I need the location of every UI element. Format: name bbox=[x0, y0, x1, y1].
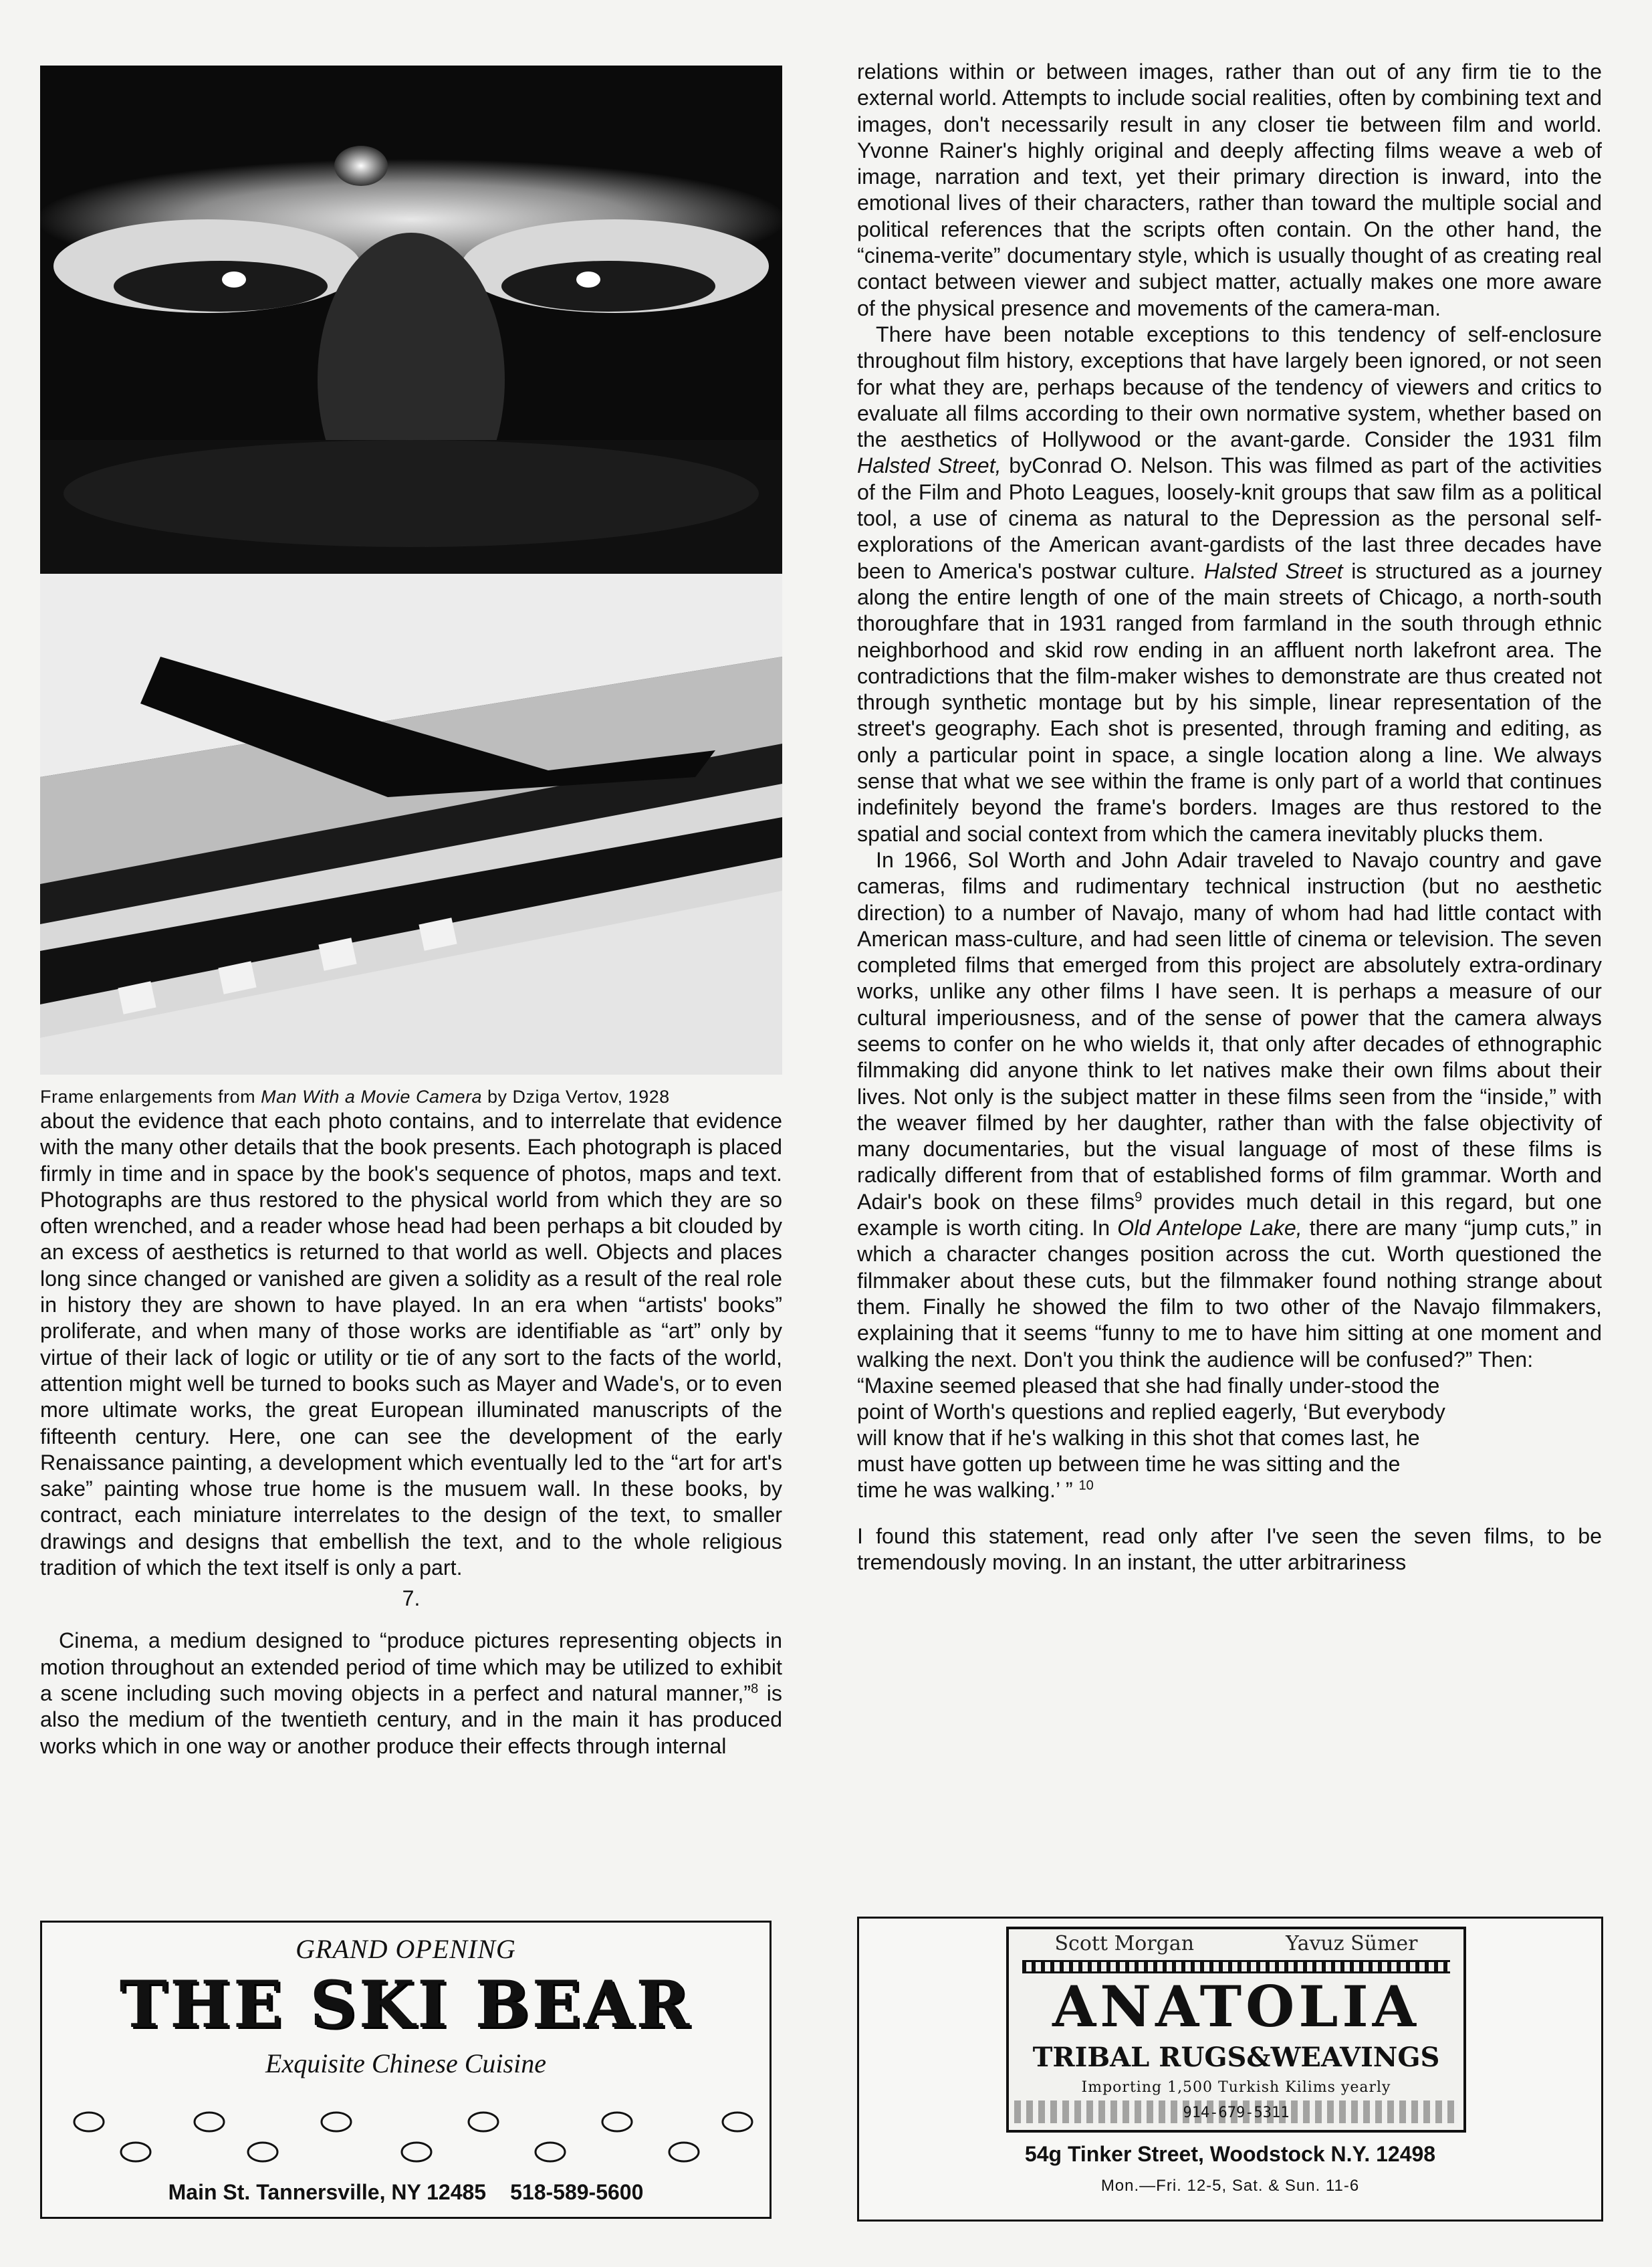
camera-frame-graphic bbox=[40, 576, 782, 1075]
left-column bbox=[40, 66, 782, 1759]
right-body-text bbox=[857, 59, 1602, 1576]
ski-bear-advertisement bbox=[40, 1921, 772, 2219]
paw-print-icon bbox=[42, 2102, 770, 2169]
shop-subtitle: TRIBAL RUGS&WEAVINGS bbox=[1032, 2042, 1440, 2073]
owner-name: Yavuz Sümer bbox=[1286, 1932, 1418, 1955]
paragraph: In 1966, Sol Worth and John Adair traveled to Navajo country and gave cameras, films and rudimentary technical instruction (but no aesthetic direction) to a number of Navajo, many of whom had had little contact with American mass-culture, and had seen little of cinema or television. The seven completed films that emerged from this project are absolutely extra-ordinary works, unlike any other films I have seen. It is perhaps a measure of our cultural imperiousness, and of the sense of power that the camera always seems to confer on he who wields it, that only after decades of ethnographic filmmaking did anyone think to let natives make their own films about their lives. Not only is the subject matter in these films seen from the “inside,” with the weaver filmed by her daughter, rather than with the false objectivity of many documentaries, but the visual language of most of these films is radically different from that of established forms of film grammar. Worth and Adair's book on these films$^9$ provides much detail in this regard, but one example is worth citing. In Old Antelope Lake, there are many “jump cuts,” in which a character changes position across the cut. Worth questioned the filmmaker about these cuts, but the filmmaker found nothing strange about them. Finally he showed the film to two other of the Navajo filmmakers, explaining that it seems “funny to me to have him sitting at one moment and walking the next. Don't you think the audience will be confused?” Then: bbox=[857, 847, 1602, 1372]
anatolia-logo-box bbox=[1006, 1927, 1466, 2133]
footnote-ref: 10 bbox=[1078, 1478, 1094, 1493]
ad-phone: 914-679-5311 bbox=[1183, 2104, 1290, 2121]
restaurant-name: THE SKI BEAR bbox=[119, 1967, 693, 2042]
film-title: Halsted Street bbox=[1203, 558, 1343, 583]
ad-contact bbox=[42, 2180, 770, 2205]
footnote-ref: 8 bbox=[751, 1681, 759, 1697]
block-quote: “Maxine seemed pleased that she had finally under-stood the point of Worth's questions and replied eagerly, ‘But everybody will know that if he's walking in this shot that comes last, he must have gotten up between time he was sitting and the time he was walking.’ ” $^{10}$ bbox=[857, 1373, 1445, 1502]
shop-import-note: Importing 1,500 Turkish Kilims yearly bbox=[1081, 2079, 1391, 2096]
ad-headline: GRAND OPENING bbox=[296, 1934, 516, 1964]
paragraph: I found this statement, read only after I've seen the seven films, to be tremendously moving. In an instant, the utter arbitrariness bbox=[857, 1523, 1602, 1575]
section-number: 7. bbox=[402, 1586, 421, 1611]
restaurant-tagline: Exquisite Chinese Cuisine bbox=[265, 2048, 546, 2078]
ad-phone: 518-589-5600 bbox=[510, 2180, 644, 2204]
caption-film-title: Man With a Movie Camera bbox=[261, 1087, 482, 1107]
right-column bbox=[857, 59, 1602, 1576]
ad-hours: Mon.—Fri. 12-5, Sat. & Sun. 11-6 bbox=[1100, 2177, 1360, 2195]
paragraph: Cinema, a medium designed to “produce pictures representing objects in motion throughout an extended period of time which may be utilized to exhibit a scene including such moving objects in a perfect and natural manner,”$^8$ is also the medium of the twentieth century, and in the main it has produced works which in one way or another produce their effects through internal bbox=[40, 1628, 782, 1758]
decorative-border bbox=[1022, 1960, 1450, 1973]
paragraph: There have been notable exceptions to this tendency of self-enclosure throughout film history, exceptions that have largely been ignored, or not seen for what they are, perhaps because of the tendency of viewers and critics to evaluate all films according to their own normative system, whether based on the aesthetics of Hollywood or the avant-garde. Consider the 1931 film Halsted Street, byConrad O. Nelson. This was filmed as part of the activities of the Film and Photo Leagues, loosely-knit groups that saw film as a political tool, a use of cinema as natural to the Depression as the personal self-explorations of the American avant-gardists of the last three decades have been to America's postwar culture. Halsted Street is structured as a journey along the entire length of one of the main streets of Chicago, a north-south thoroughfare that in 1931 ranged from farmland in the south through ethnic neighborhood and skid row ending in an affluent north lakefront area. The contradictions that the film-maker wishes to demonstrate are thus created not through synthetic montage but by his simple, linear representation of the street's geography. Each shot is presented, through framing and editing, as only a particular point in space, a single location along a line. We always sense that what we see within the frame is only part of a world that continues indefinitely beyond the frame's borders. Images are thus restored to the spatial and social context from which the camera inevitably plucks them. bbox=[857, 322, 1602, 846]
film-frame-eye-image bbox=[40, 66, 782, 574]
ad-address: 54g Tinker Street, Woodstock N.Y. 12498 bbox=[1024, 2142, 1436, 2166]
eye-frame-graphic bbox=[40, 66, 782, 574]
owner-names bbox=[1009, 1932, 1463, 1955]
film-title: Old Antelope Lake, bbox=[1117, 1216, 1302, 1240]
figure-caption: Frame enlargements from Man With a Movie Camera by Dziga Vertov, 1928 bbox=[40, 1087, 670, 1107]
footnote-ref: 9 bbox=[1135, 1190, 1143, 1205]
paragraph: relations within or between images, rather than out of any firm tie to the external world. Attempts to include social realities, often by combining text and images, don't necessarily result in any closer tie between film and world. Yvonne Rainer's highly original and deeply affecting films weave a web of image, narration and text, yet their primary direction is inward, into the emotional lives of their characters, rather than toward the multiple social and political references that the scripts often contain. On the other hand, the “cinema-verite” documentary style, which is usually thought of as creating real contact between viewer and subject matter, actually makes one more aware of the physical presence and movements of the camera-man. bbox=[857, 60, 1602, 320]
left-body-text bbox=[40, 1108, 782, 1759]
film-title: Halsted Street, bbox=[857, 453, 1001, 478]
paragraph: about the evidence that each photo contains, and to interrelate that evidence with the many other details that the book presents. Each photograph is placed firmly in time and in space by the book's sequence of photos, maps and text. Photographs are thus restored to the physical world from which they are so often wrenched, and a reader whose head had been perhaps a bit clouded by an excess of aesthetics is returned to that world as well. Objects and places long since changed or vanished are given a solidity as a result of the real role in history they are shown to have played. In an era when “artists' books” proliferate, and when many of those works are identifiable as “art” only by virtue of their lack of logic or utility or tie of any sort to the facts of the world, attention might well be turned to books such as Mayer and Wade's, or to even more ultimate works, the great European illuminated manuscripts of the fifteenth century. Here, one can see the development of the early Renaissance painting, a development which eventually led to the “art for art's sake” painting whose true home is the musuem wall. In these books, by contract, each miniature interrelates to the design of the text, to smaller drawings and designs that embellish the text, and to the whole religious tradition of which the text itself is only a part. bbox=[40, 1109, 782, 1580]
ad-address: Main St. Tannersville, NY 12485 bbox=[168, 2180, 487, 2204]
film-frame-camera-image bbox=[40, 574, 782, 1075]
owner-name: Scott Morgan bbox=[1054, 1932, 1195, 1955]
anatolia-advertisement bbox=[857, 1917, 1603, 2222]
shop-name: ANATOLIA bbox=[1052, 1973, 1420, 2040]
